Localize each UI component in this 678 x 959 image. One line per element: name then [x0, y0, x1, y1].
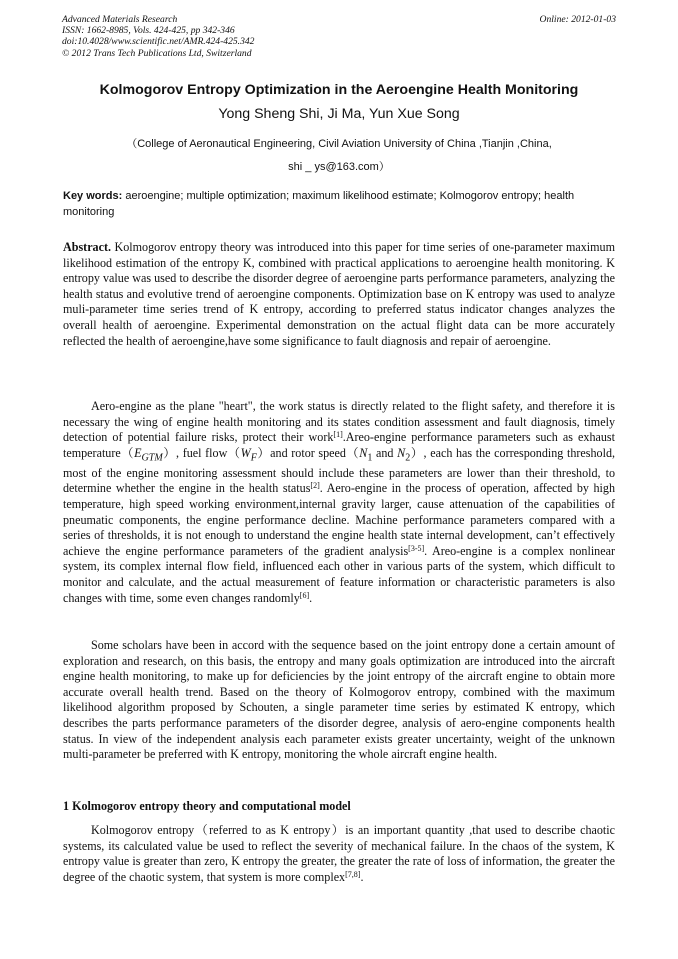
para2-text: Some scholars have been in accord with the sequence based on the joint entropy done a certain amount of exploration and research, on this basis, the entropy and many goals optimization are introduced into the aircraft engine health monitoring, to make up for deficiencies by the joint entropy of the aircraft engine to obtain more accurate overall health trend. Based on the theory of Kolmogorov entropy, combined with the maximum likelihood algorithm proposed by Schouten, a single parameter time series by estimated K entropy, which describes the parts performance parameters of the disorder degree, analysis of aero-engine components health status. In view of the independent analysis each parameter exists greater uncertainty, weight of the unknown multi-parameter be preferred with K entropy, monitoring the whole aircraft engine health. [63, 638, 615, 762]
para1-text-4: ）and rotor speed（ [256, 445, 360, 460]
para1-text-8: . Areo-engine is a complex nonlinear system, its complex internal flow field, influenced each other in various parts of the system, which difficult to monitor and calculate, and the actual measurement of feature information or characteristic parameters is also changes with time, some even changes randomly [63, 543, 615, 605]
keywords-label: Key words: [63, 190, 123, 202]
journal-name: Advanced Materials Research [62, 14, 178, 25]
affiliation [40, 133, 638, 179]
egt-subscript: GTM [141, 452, 163, 464]
para1-text-3: ）, fuel flow（ [162, 445, 241, 460]
abstract [63, 240, 615, 349]
citation-ref-3-5: [3-5] [408, 543, 425, 553]
paper-authors: Yong Sheng Shi, Ji Ma, Yun Xue Song [218, 106, 460, 122]
keywords-text: aeroengine; multiple optimization; maximum likelihood estimate; Kolmogorov entropy; health monitoring [63, 190, 575, 218]
keywords [63, 189, 615, 220]
online-date: Online: 2012-01-03 [539, 14, 616, 25]
wf-symbol: W [240, 445, 251, 460]
para1-text-6: ）, each has the corresponding threshold, most of the engine monitoring assessment should include these parameters are lower than their threshold, to determine whether the engine in the health status [63, 445, 616, 496]
intro-paragraph-2 [63, 638, 615, 763]
para3-end: . [360, 869, 364, 884]
paper-title: Kolmogorov Entropy Optimization in the Aeroengine Health Monitoring [99, 82, 579, 98]
intro-paragraph-1 [63, 399, 615, 606]
wf-subscript: F [250, 452, 257, 464]
n2-symbol: N [397, 445, 406, 460]
citation-ref-6: [6] [299, 590, 310, 600]
citation-ref-1: [1] [333, 430, 343, 440]
affiliation-line-2: shi _ ys@163.com） [288, 161, 390, 173]
n1-symbol: N [359, 445, 368, 460]
affiliation-line-1: （College of Aeronautical Engineering, Civil Aviation University of China ,Tianjin ,China, [126, 138, 552, 150]
doi-line: doi:10.4028/www.scientific.net/AMR.424-425.342 [62, 36, 255, 48]
section-heading-1: 1 Kolmogorov entropy theory and computational model [63, 799, 351, 813]
citation-ref-2: [2] [310, 481, 320, 491]
abstract-text: Kolmogorov entropy theory was introduced into this paper for time series of one-parameter maximum likelihood estimation of the entropy K, combined with practical applications to aeroengine health monitoring. K entropy value was used to describe the disorder degree of aeroengine parts performance parameters, analyzing the health status and evolutive trend of aeroengine components. Optimization base on K entropy was used to analyze muli-parameter time series trend of K entropy, according to preferred status indicator changes analyzes the overall health of aeroengine. Experimental demonstration on the actual flight data can be more accurately reflected the health of aeroengine,have some significance to fault diagnosis and repair of aeroengine. [63, 240, 615, 348]
para1-text-1: Aero-engine as the plane "heart", the work status is directly related to the flight safety, and therefore it is necessary the wing of engine health monitoring and its states condition assessment and fault diagnosis, timely detection of potential failure risks, protect their work [63, 399, 615, 445]
section1-paragraph [63, 823, 615, 885]
citation-ref-7-8: [7,8] [345, 869, 361, 879]
n2-subscript: 2 [405, 452, 411, 464]
para1-text-9: . [309, 590, 313, 605]
egt-symbol: E [134, 445, 142, 460]
abstract-label: Abstract. [63, 240, 112, 254]
n1-subscript: 1 [367, 452, 373, 464]
journal-header [62, 14, 616, 59]
copyright-line: © 2012 Trans Tech Publications Ltd, Switzerland [62, 47, 252, 59]
para1-text-2: .Areo-engine performance parameters such as exhaust temperature（ [63, 430, 615, 460]
para1-text-5: and [372, 445, 398, 460]
para1-text-7: . Aero-engine in the process of operation, affected by high temperature, high speed working environment,internal gravity larger, cause attenuation of the capabilities of pneumatic components, the engine performance decline. Machine performance parameters compared with a series of thresholds, it is not enough to understand the engine health state internal development, can’t effectively achieve the engine performance parameters of the gradient analysis [63, 481, 615, 558]
para3-text: Kolmogorov entropy（referred to as K entropy）is an important quantity ,that used to describe chaotic systems, its calculated value be used to reflect the severity of mechanical failure. In the chaos of the system, K entropy value is greater than zero, K entropy the greater, the greater the rate of loss of information, the greater the degree of the chaotic system, that system is more complex [63, 823, 615, 884]
issn-line: ISSN: 1662-8985, Vols. 424-425, pp 342-346 [62, 25, 235, 37]
